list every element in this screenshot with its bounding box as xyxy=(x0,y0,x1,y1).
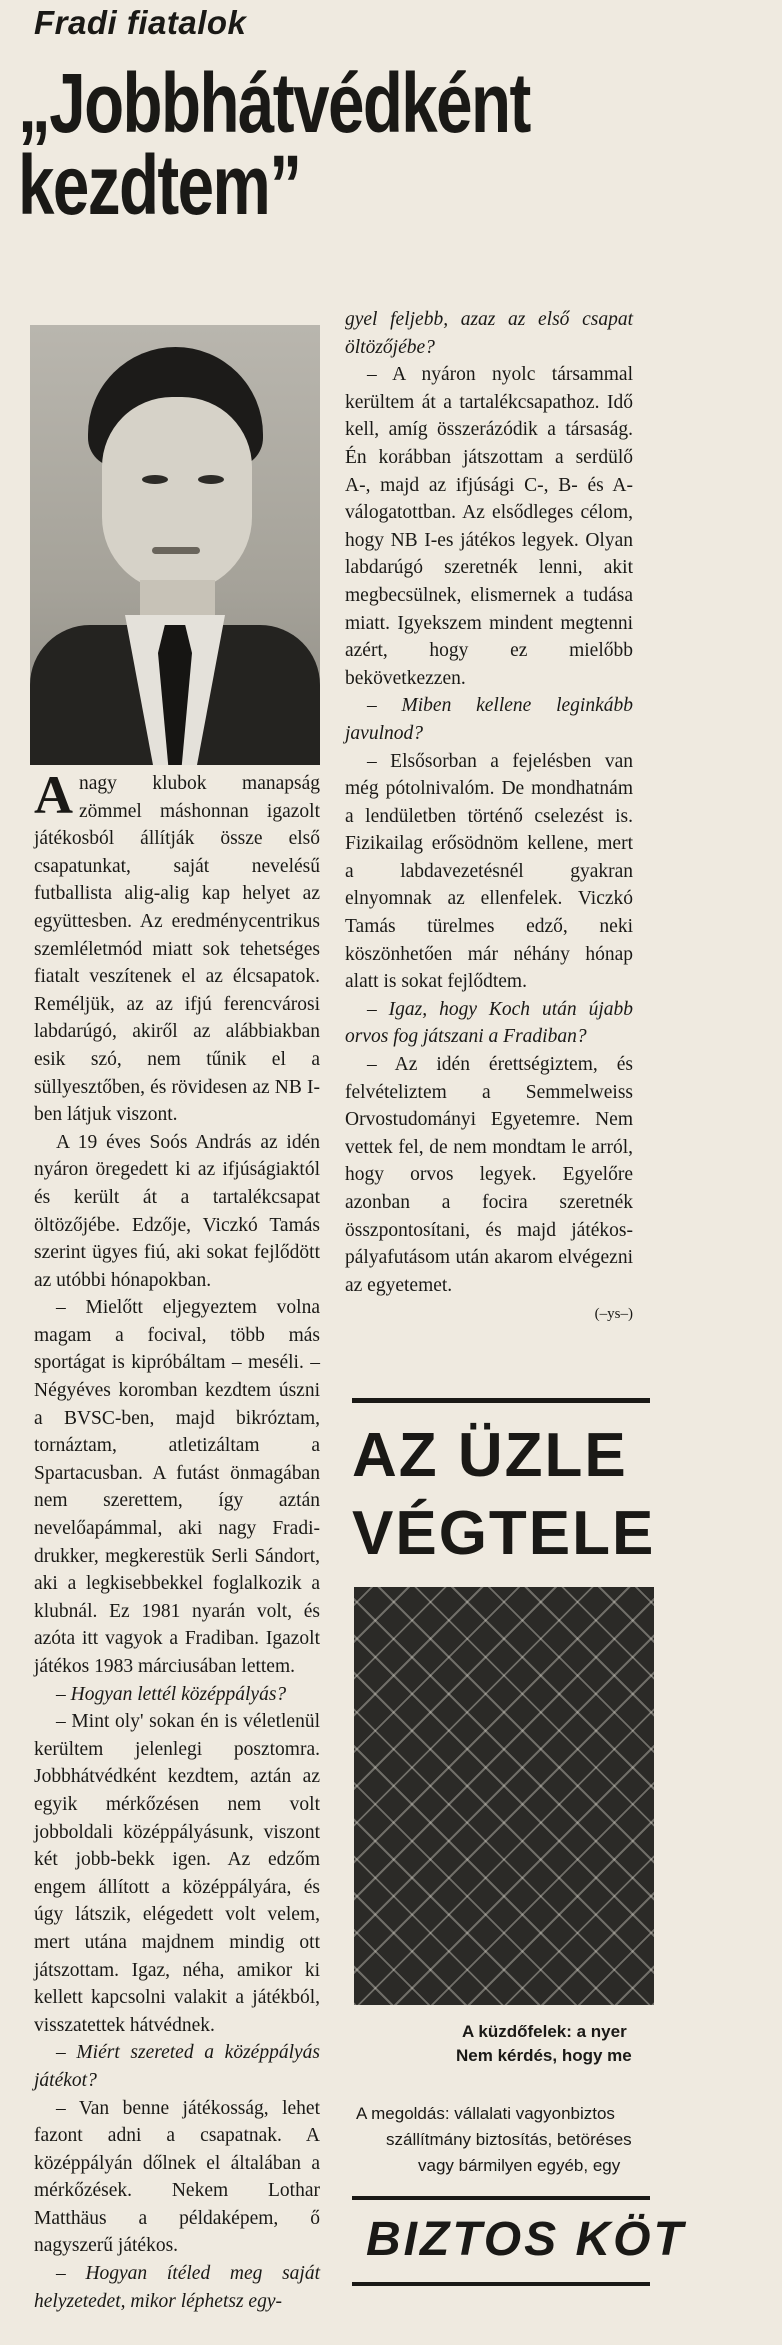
ad-body-line-2: szállítmány biztosítás, betöréses xyxy=(386,2130,632,2149)
portrait-eye-right xyxy=(198,475,224,484)
paragraph: – Elsősorban a fejelésben van még pótolnivalóm. De mondhatnám a lendületben történő cselezést is. Fizikailag erősödnöm kellene, mert a labdavezetésnél gyakran elnyomnak az ellenfelek. Viczkó Tamás türelmes edző, neki köszönhetően már néhány hónap alatt is sokat fejlődtem. xyxy=(345,750,633,993)
ad-title-line-1: AZ ÜZLE xyxy=(352,1421,628,1490)
paragraph: – A nyáron nyolc társammal kerültem át a tartalékcsapathoz. Idő kell, amíg összerázódik a társaság. Én korábban játszottam a serdülő A-, majd az ifjúsági C-, B- és A-válogatottban. Az elsődleges célom, hogy NB I-es játékos legyek. Olyan labdarúgó szeretnék lenni, akit megbecsülnek, elismernek a tudása miatt. Igyekszem mindent megtenni azért, hogy ez mielőbb bekövetkezzen. xyxy=(345,364,633,689)
lead-paragraph xyxy=(34,765,320,1129)
question: – Miben kellene leginkább javulnod? xyxy=(345,695,633,744)
ad-body-line-3: vagy bármilyen egyéb, egy xyxy=(418,2156,621,2175)
ad-footer-slogan: BIZTOS KÖT xyxy=(366,2213,686,2266)
paragraph: – Mielőtt eljegyeztem volna magam a focival, több más sportágat is kipróbáltam – meséli. – Négyéves koromban kezdtem úszni a BVSC-ben, majd bikróztam, tornáztam, atletizáltam a Spartacusban. A futást önmagában nem szerettem, így aztán nevelőapámmal, aki nagy Fradi-drukker, megkerestük Serli Sándort, aki a legkisebbekkel foglalkozik a klubnál. Ez 1981 nyarán volt, és azóta itt vagyok a Fradiban. Igazolt játékos 1983 márciusában lettem. xyxy=(34,1297,320,1677)
paragraph: – Az idén érettségiztem, és felvételiztem a Semmelweiss Orvostudományi Egyetemre. Nem vettek fel, de nem mondtam le arról, hogy orvos legyek. Egyelőre azonban a focira szeretnék összpontosítani, és majd játékos-pályafutásom után akarom elvégezni az egyetemet. xyxy=(345,1054,633,1296)
paragraph: – Mint oly' sokan én is véletlenül kerültem jelenlegi posztomra. Jobbhátvédként kezdtem, aztán az egyik mérkőzésen nem volt jobboldali középpályásunk, viszont két jobb-bekk igen. Az edzőm engem állított a középpályára, és úgy látszik, elégedett volt velem, mert utána majdnem mindig ott játszottam. Igaz, néha, amikor ki kellett kapcsolni valakit a játékból, visszatettek hátvédnek. xyxy=(34,1711,320,2036)
ad-footer-top-rule xyxy=(352,2196,650,2200)
ad-top-rule xyxy=(352,1398,650,1403)
paragraph: – Van benne játékosság, lehet fazont adni a csapatnak. A középpályán dőlnek el általában a mérkőzések. Nekem Lothar Matthäus a példaképem, ő nagyszerű játékos. xyxy=(34,2097,320,2257)
kicker: Fradi fiatalok xyxy=(34,4,247,41)
paragraph: A 19 éves Soós András az idén nyáron öregedett ki az ifjúságiaktól és került át a tartalékcsapat öltözőjébe. Edzője, Viczkó Tamás szerint ügyes fiú, aki sokat fejlődött az utóbbi hónapokban. xyxy=(34,1131,320,1291)
question: – Miért szereted a középpályás játékot? xyxy=(34,2042,320,2091)
drop-cap: A xyxy=(34,765,73,825)
headline-line-1: „Jobbhátvédként xyxy=(18,56,530,150)
ad-caption-line-2: Nem kérdés, hogy me xyxy=(456,2046,632,2065)
headline-line-2: kezdtem” xyxy=(18,138,301,232)
ad-title-line-2: VÉGTELE xyxy=(352,1499,656,1568)
ad-footer-bottom-rule xyxy=(352,2282,650,2286)
headline xyxy=(18,56,530,232)
ad-caption-line-1: A küzdőfelek: a nyer xyxy=(462,2022,627,2041)
portrait-eye-left xyxy=(142,475,168,484)
portrait-face xyxy=(102,397,252,592)
question: – Hogyan lettél középpályás? xyxy=(56,1683,287,1705)
lead-text: nagy klubok manapság zömmel máshonnan igazolt játékosból állítják össze első csapatunkat, saját nevelésű futballista alig-alig kap helyet az együttesben. Az eredménycentrikus szemléletmód miatt sok tehetséges fiatalt veszítenek el az élcsapatok. Reméljük, az az ifjú ferencvárosi labdarúgó, akiről az alábbiakban esik szó, nem tűnik el a süllyesztőben, és rövidesen az NB I-ben látjuk viszont. xyxy=(34,773,320,1126)
question: – Hogyan ítéled meg saját helyzetedet, mikor léphetsz egy- xyxy=(34,2263,320,2312)
author-signature: (–ys–) xyxy=(594,1306,633,1323)
left-column xyxy=(34,765,320,2315)
ad-body-line-1: A megoldás: vállalati vagyonbiztos xyxy=(356,2104,615,2123)
question-continued: gyel feljebb, azaz az első csapat öltözőjébe? xyxy=(345,309,633,358)
ad-photo xyxy=(354,1587,654,2005)
portrait-photo xyxy=(30,325,320,765)
portrait-mouth xyxy=(152,547,200,554)
question: – Igaz, hogy Koch után újabb orvos fog játszani a Fradiban? xyxy=(345,998,633,1048)
right-column xyxy=(345,306,633,1329)
